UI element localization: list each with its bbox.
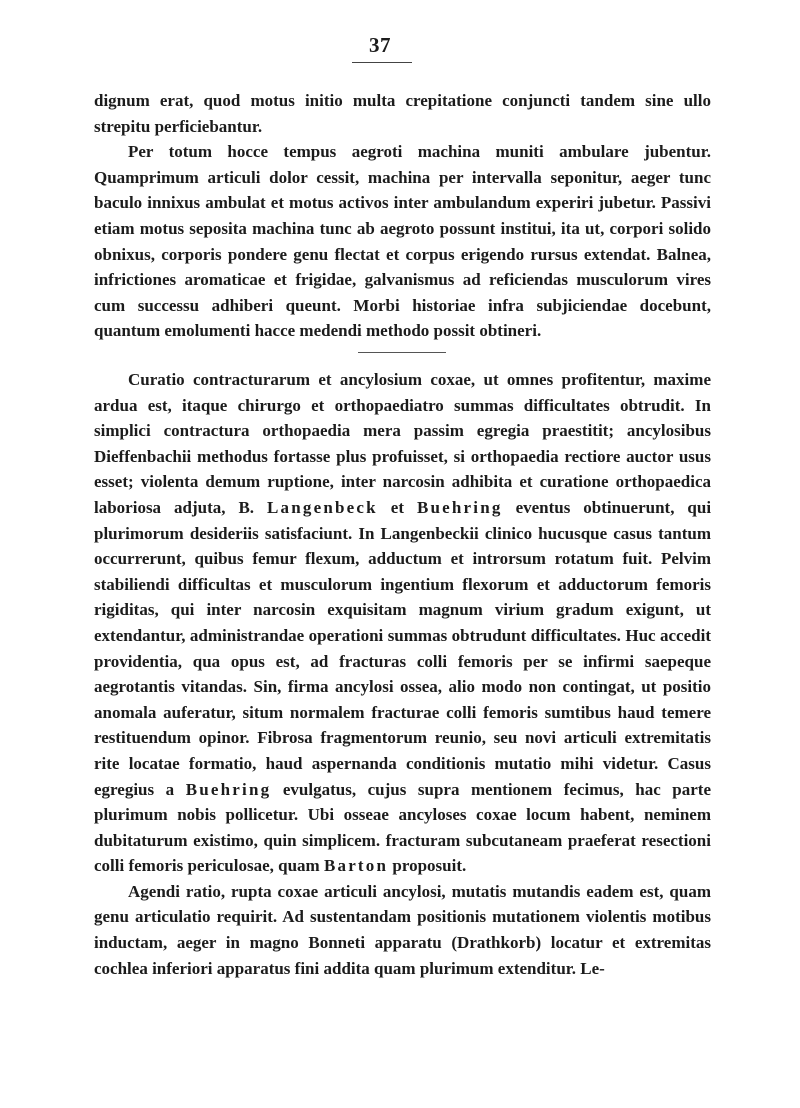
author-name-buehring: Buehring (185, 779, 272, 799)
paragraph-text: Curatio contracturarum et ancylosium coxae, ut omnes profitentur, maxime ardua est, itaque chirurgo et orthopaediatro summas difficultates obtrudit. In simplici contractura orthopaedia mera passim egregia praestitit; ancylosibus Dieffenbachii methodus fortasse plus profuisset, si orthopaedia rectiore auctor usus esset; violenta demum ruptione, inter narcosin adhibita et curatione orthopaedica laboriosa adjuta, B. (94, 370, 711, 517)
paragraph-machina: Per totum hocce tempus aegroti machina muniti ambulare jubentur. Quamprimum articuli dolor cessit, machina per intervalla seponitur, aeger tunc baculo innixus ambulat et motus activos inter ambulandum experiri jubetur. Passivi etiam motus seposita machina tunc ab aegroto possunt institui, ita ut, corpori solido obnixus, corporis pondere genu flectat et corpus erigendo rursus extendat. Balnea, infrictiones aromaticae et frigidae, galvanismus ad reficiendas musculorum vires cum successu adhiberi queunt. Morbi historiae infra subjiciendae docebunt, quantum emolumenti hacce medendi methodo possit obtineri. (94, 142, 711, 341)
paragraph-text: evulgatus, cujus supra mentionem fecimus, hac parte plurimum nobis pollicetur. Ubi osseae ancyloses coxae locum habent, neminem dubitaturum existimo, quin simplicem. fracturam subcutaneam praeferat resectioni colli femoris periculosae, quam (94, 779, 712, 876)
page-number: 37 (369, 33, 391, 57)
author-name-langenbeck: Langenbeck (267, 497, 378, 517)
paragraph-text: eventus obtinuerunt, qui plurimorum desideriis satisfaciunt. In Langenbeckii clinico hucusque casus tantum occurrerunt, quibus femur flexum, adductum et introrsum rotatum fuit. Pelvim stabiliendi difficultas et musculorum ingentium flexorum et adductorum femoris rigiditas, qui inter narcosin exquisitam magnum virium gradum exigunt, ut extendantur, administrandae operationi summas obtrudunt difficultates. Huc accedit providentia, qua opus est, ad fracturas colli femoris per se infirmi saepeque aegrotantis vitandas. Sin, firma ancylosi ossea, alio modo non contingat, ut positio anomala auferatur, situm normalem fracturae colli femoris sumtibus haud temere restituendum opinor. Fibrosa fragmentorum reunio, seu novi articuli extremitatis rite locatae formatio, haud aspernanda conditionis mutatio mihi videtur. Casus egregius a (94, 497, 712, 799)
author-name-barton: Barton (323, 856, 389, 876)
paragraph-text: et (390, 497, 404, 517)
text-section-2 (94, 367, 711, 981)
paragraph-text: proposuit. (392, 856, 467, 876)
paragraph-continuation: dignum erat, quod motus initio multa crepitatione conjuncti tandem sine ullo strepitu perficiebantur. (94, 91, 711, 136)
text-section-1 (94, 88, 711, 344)
section-divider (358, 352, 446, 353)
paragraph-agendi: Agendi ratio, rupta coxae articuli ancylosi, mutatis mutandis eadem est, quam genu articulatio requirit. Ad sustentandam positionis mutationem violentis motibus inductam, aeger in magno Bonneti apparatu (Drathkorb) locatur et extremitas cochlea inferiori apparatus fini addita quam plurimum extenditur. Le- (94, 881, 711, 978)
page-number-rule (352, 62, 412, 63)
author-name-buehring: Buehring (416, 497, 503, 517)
paragraph-curatio (94, 367, 711, 879)
